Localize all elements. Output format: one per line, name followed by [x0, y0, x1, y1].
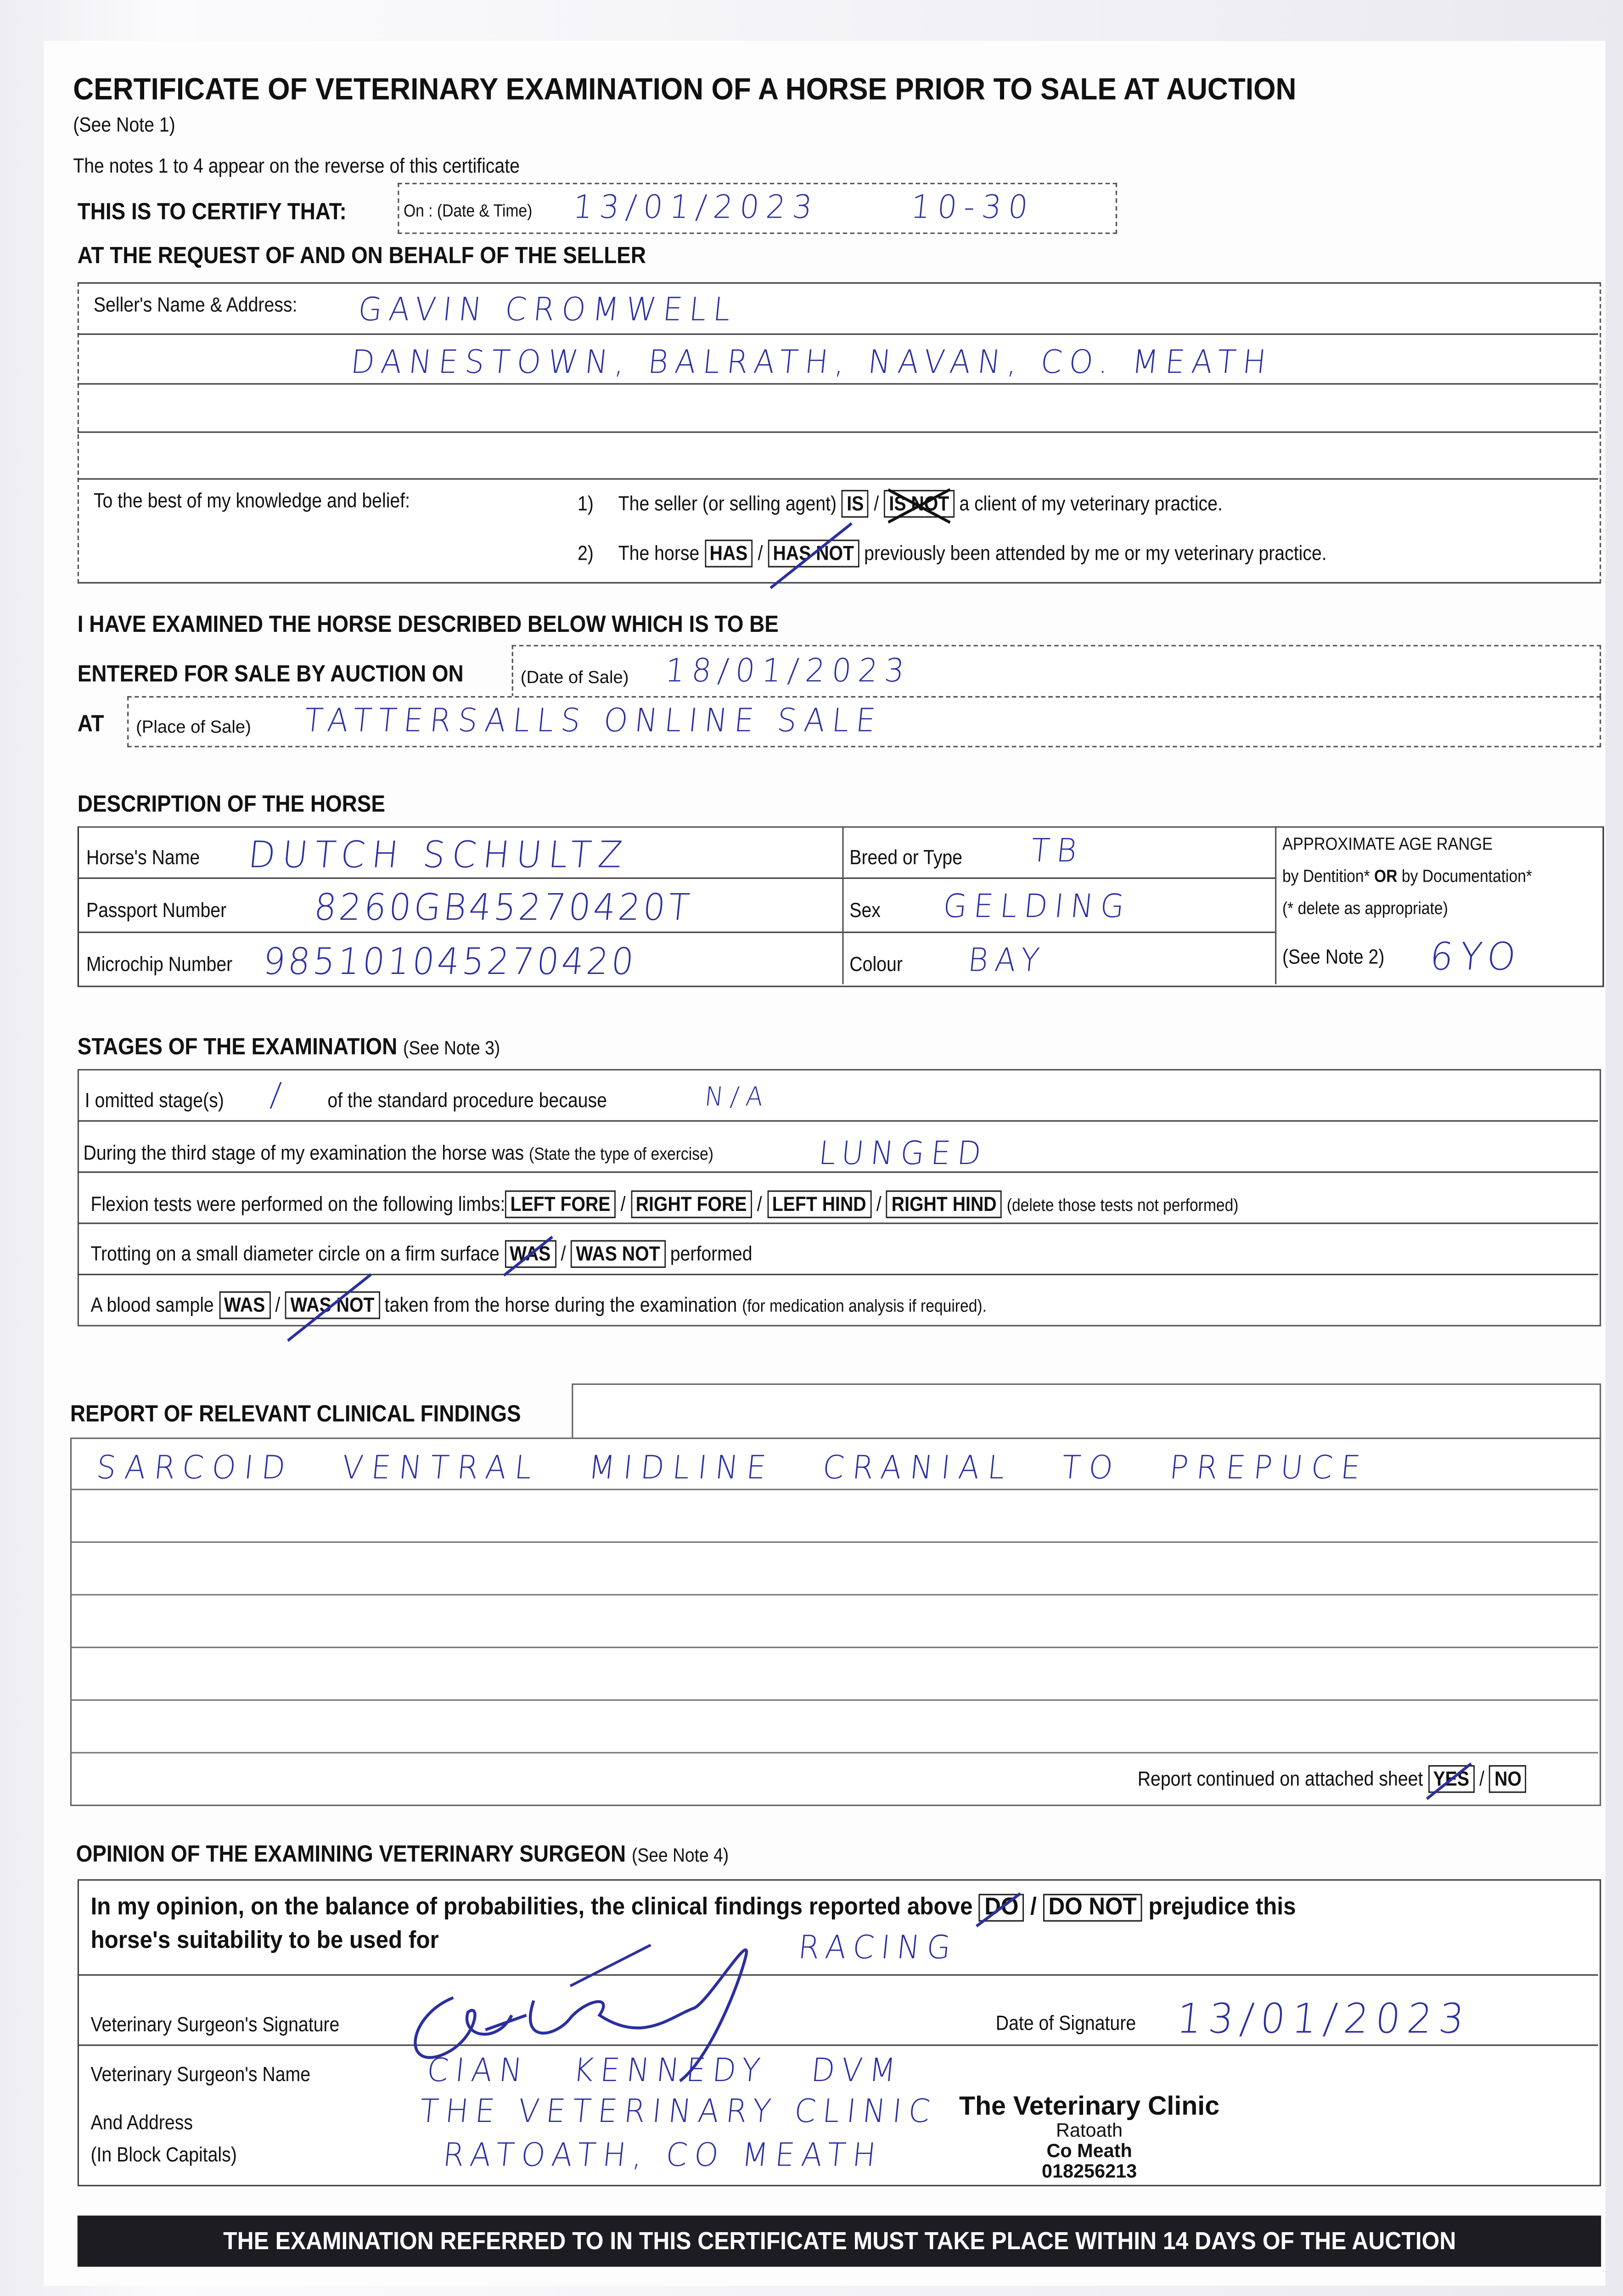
horse-name[interactable]: DUTCH SCHULTZ: [246, 833, 631, 876]
report-header: REPORT OF RELEVANT CLINICAL FINDINGS: [70, 1402, 521, 1428]
entered-label: ENTERED FOR SALE BY AUCTION ON: [77, 662, 464, 687]
seller-name-label: Seller's Name & Address:: [93, 292, 298, 316]
blood-was[interactable]: WAS: [219, 1291, 270, 1319]
continued-no[interactable]: NO: [1489, 1765, 1527, 1793]
horse-name-label: Horse's Name: [86, 845, 200, 869]
omit-reason[interactable]: N/A: [703, 1082, 772, 1113]
microchip-number[interactable]: 985101045270420: [261, 940, 639, 983]
see-note-2: (See Note 2): [1282, 945, 1385, 968]
signature-date[interactable]: 13/01/2023: [1174, 1994, 1473, 2043]
address-label-2: (In Block Capitals): [90, 2142, 237, 2166]
date-time-label: On : (Date & Time): [403, 200, 533, 221]
option-is-not[interactable]: IS NOT: [884, 490, 954, 518]
flexion-row: Flexion tests were performed on the following limbs: LEFT FORE / RIGHT FORE / LEFT HIND / RIGHT HIND (delete those tests not performed): [90, 1190, 1238, 1218]
third-stage-label: During the third stage of my examination the horse was (State the type of exercise): [83, 1141, 713, 1165]
vet-name[interactable]: CIAN KENNEDY DVM: [425, 2053, 904, 2090]
sale-date: 18/01/2023: [663, 653, 913, 691]
vet-address-2[interactable]: RATOATH, CO MEATH: [441, 2138, 884, 2175]
horse-header: DESCRIPTION OF THE HORSE: [77, 793, 385, 818]
microchip-label: Microchip Number: [86, 952, 233, 976]
seller-name[interactable]: GAVIN CROMWELL: [356, 292, 739, 329]
finding-line-1: SARCOID VENTRAL MIDLINE CRANIAL TO PREPUCE: [95, 1451, 1370, 1487]
sale-header: I HAVE EXAMINED THE HORSE DESCRIBED BELOW WHICH IS TO BE: [77, 613, 779, 638]
signature-label: Veterinary Surgeon's Signature: [90, 2012, 340, 2036]
intended-use[interactable]: RACING: [796, 1930, 960, 1967]
passport-number[interactable]: 8260GB45270420T: [312, 886, 694, 929]
date-of-sale-label: (Date of Sale): [520, 667, 629, 687]
opinion-do[interactable]: DO: [979, 1894, 1024, 1922]
see-note-1: (See Note 1): [73, 113, 175, 136]
option-has-not[interactable]: HAS NOT: [768, 540, 859, 568]
age-value[interactable]: 6YO: [1427, 936, 1525, 980]
colour[interactable]: BAY: [966, 943, 1048, 980]
clinic-stamp: The Veterinary Clinic Ratoath Co Meath 018256213: [959, 2091, 1220, 2182]
at-label: AT: [77, 712, 104, 737]
breed[interactable]: TB: [1029, 833, 1085, 870]
opinion-text: In my opinion, on the balance of probabilities, the clinical findings reported above DO / DO NOT prejudice this: [90, 1894, 1296, 1922]
belief-label: To the best of my knowledge and belief:: [93, 488, 410, 512]
colour-label: Colour: [849, 952, 903, 976]
trotting-row: Trotting on a small diameter circle on a firm surface WAS / WAS NOT performed: [90, 1240, 752, 1268]
option-is[interactable]: IS: [842, 490, 869, 518]
sale-place: TATTERSALLS ONLINE SALE: [302, 703, 884, 740]
vet-address-1[interactable]: THE VETERINARY CLINIC: [418, 2094, 938, 2131]
sex-label: Sex: [849, 898, 881, 922]
option-has[interactable]: HAS: [704, 540, 753, 568]
continued-yes[interactable]: YES: [1428, 1765, 1474, 1793]
notes-line: The notes 1 to 4 appear on the reverse of this certificate: [73, 153, 520, 177]
findings-area[interactable]: [70, 1438, 1601, 1806]
blood-row: A blood sample WAS / WAS NOT taken from the horse during the examination (for medication analysis if required).: [90, 1291, 986, 1319]
seller-header: AT THE REQUEST OF AND ON BEHALF OF THE SELLER: [77, 244, 646, 269]
passport-label: Passport Number: [86, 898, 227, 922]
blood-was-not[interactable]: WAS NOT: [285, 1291, 380, 1319]
exercise-type[interactable]: LUNGED: [817, 1136, 990, 1173]
exam-time: 10-30: [909, 190, 1037, 227]
opinion-do-not[interactable]: DO NOT: [1043, 1894, 1142, 1922]
place-of-sale-label: (Place of Sale): [136, 716, 251, 737]
omit-label: I omitted stage(s): [84, 1088, 224, 1112]
limb-right-fore[interactable]: RIGHT FORE: [630, 1190, 752, 1218]
address-label: And Address: [90, 2110, 193, 2134]
limb-left-hind[interactable]: LEFT HIND: [767, 1190, 871, 1218]
breed-label: Breed or Type: [849, 845, 963, 869]
statement-2: 2) The horse HAS / HAS NOT previously been attended by me or my veterinary practice.: [578, 540, 1327, 568]
vet-name-label: Veterinary Surgeon's Name: [90, 2062, 311, 2086]
certificate-title: CERTIFICATE OF VETERINARY EXAMINATION OF A HORSE PRIOR TO SALE AT AUCTION: [73, 73, 1297, 107]
exam-date: 13/01/2023: [571, 190, 821, 227]
omitted-stages[interactable]: /: [269, 1078, 290, 1114]
report-continued: Report continued on attached sheet YES / NO: [1138, 1765, 1527, 1793]
limb-right-hind[interactable]: RIGHT HIND: [887, 1190, 1002, 1218]
opinion-text-2: horse's suitability to be used for: [90, 1927, 439, 1954]
sex[interactable]: GELDING: [941, 889, 1133, 926]
certify-label: THIS IS TO CERTIFY THAT:: [77, 200, 347, 225]
stages-header: STAGES OF THE EXAMINATION (See Note 3): [77, 1035, 500, 1060]
trot-was-not[interactable]: WAS NOT: [571, 1240, 665, 1268]
signature-date-label: Date of Signature: [995, 2010, 1136, 2034]
opinion-header: OPINION OF THE EXAMINING VETERINARY SURGEON (See Note 4): [76, 1842, 729, 1868]
limb-left-fore[interactable]: LEFT FORE: [505, 1190, 615, 1218]
footer-banner: THE EXAMINATION REFERRED TO IN THIS CERTIFICATE MUST TAKE PLACE WITHIN 14 DAYS OF THE AUCTION: [78, 2216, 1601, 2267]
trot-was[interactable]: WAS: [505, 1240, 556, 1268]
statement-1: 1) The seller (or selling agent) IS / IS NOT a client of my veterinary practice.: [578, 490, 1223, 518]
age-title: APPROXIMATE AGE RANGE: [1282, 833, 1493, 854]
omit-reason-label: of the standard procedure because: [327, 1088, 607, 1112]
age-method: by Dentition* OR by Documentation*: [1282, 866, 1533, 886]
age-delete-note: (* delete as appropriate): [1282, 898, 1448, 918]
seller-address[interactable]: DANESTOWN, BALRATH, NAVAN, CO. MEATH: [349, 345, 1275, 382]
